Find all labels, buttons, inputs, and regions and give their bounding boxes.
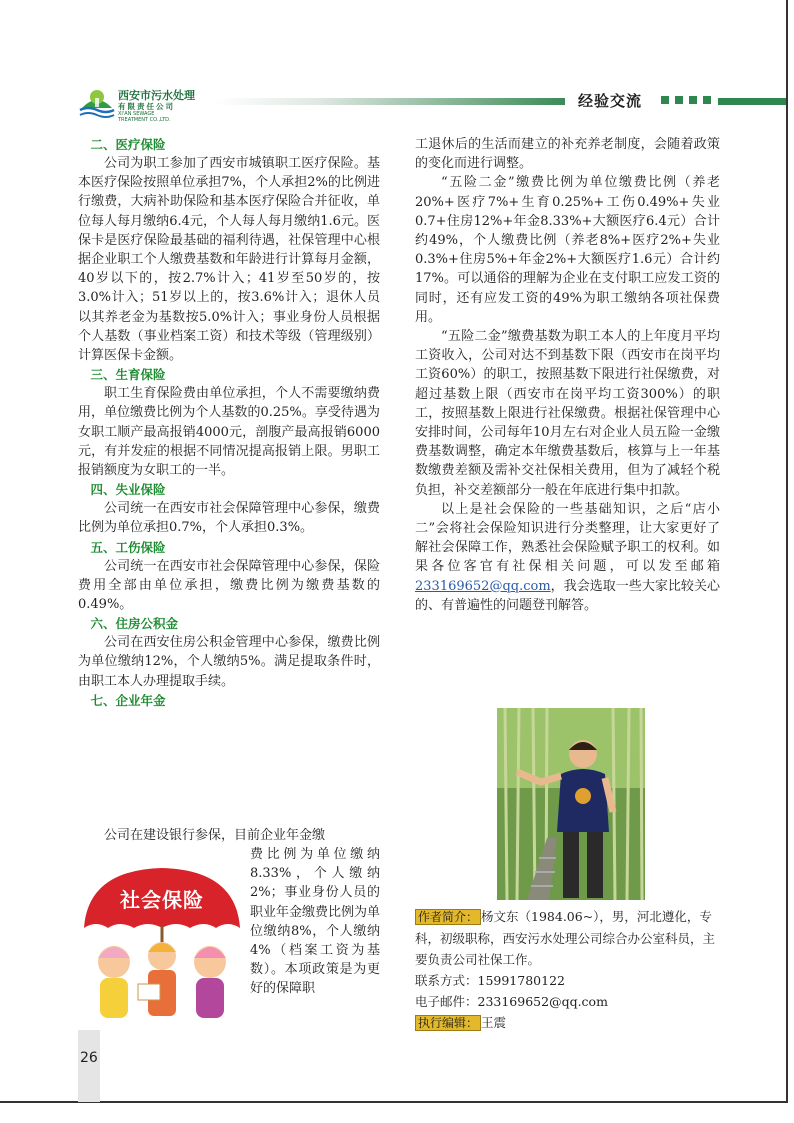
email-link[interactable]: 233169652@qq.com	[415, 578, 551, 594]
paragraph-closing	[415, 500, 720, 615]
author-intro	[415, 906, 723, 970]
left-column	[78, 135, 380, 710]
author-email: 电子邮件：233169652@qq.com	[415, 994, 608, 1009]
paragraph-housing-fund: 公司在西安住房公积金管理中心参保，缴费比例为单位缴纳12%，个人缴纳5%。满足提取条件时，由职工本人办理提取手续。	[78, 635, 380, 689]
company-logo	[78, 86, 213, 126]
paragraph-unemployment-insurance: 公司统一在西安市社会保障管理中心参保，缴费比例为单位承担0.7%，个人承担0.3%。	[78, 501, 380, 536]
header-right-bar	[718, 98, 786, 105]
author-photo-image	[497, 708, 645, 900]
author-contact: 联系方式：15991780122	[415, 973, 565, 988]
illustration-title: 社会保险	[120, 888, 204, 912]
logo-english-name: XI'AN SEWAGE TREATMENT CO.,LTD.	[118, 111, 171, 123]
author-intro-label: 作者简介：	[415, 909, 481, 925]
author-info	[415, 906, 723, 1034]
paragraph-contribution-base: “五险二金”缴费基数为职工本人的上年度月平均工资收入，公司对达不到基数下限（西安市在岗平均工资60%）的职工，按照基数下限进行社保缴费，对超过基数上限（西安市在岗平均工资300%）的职工，按照基数上限进行社保缴费。根据社保管理中心安排时间，公司每年10月左右对企业人员五险一金缴费基数调整，确定本年缴费基数后，核算与上一年基数缴费差额及需补交社保相关费用，但为了减轻个税负担，补交差额部分一般在年底进行集中扣款。	[415, 329, 720, 498]
author-photo	[497, 708, 645, 900]
paragraph-contribution-ratio: “五险二金”缴费比例为单位缴费比例（养老20%+医疗7%+生育0.25%+工伤0.49%+失业0.7+住房12%+年金8.33%+大额医疗6.4元）合计约49%，个人缴费比例（养老8%+医疗2%+失业0.3%+住房5%+年金2%+大额医疗1.6元）合计约17%。可以通俗的理解为企业在支付职工应发工资的同时，还有应发工资的49%为职工缴纳各项社保费用。	[415, 175, 720, 325]
logo-company-suffix: 有限责任公司	[118, 102, 175, 111]
closing-text-end: ，我会选取一些大家比较关心的、有普遍性的问题登刊解答。	[415, 578, 720, 613]
heading-medical-insurance: 二、医疗保险	[90, 137, 166, 152]
paragraph-maternity-insurance: 职工生育保险费由单位承担，个人不需要缴纳费用，单位缴费比例为个人基数的0.25%。享受待遇为女职工顺产最高报销4000元，剖腹产最高报销6000元，有并发症的根据不同情况提高报销上限。男职工报销额度为女职工的一半。	[78, 386, 380, 479]
editor-name: 王震	[481, 1015, 507, 1030]
heading-housing-fund: 六、住房公积金	[90, 616, 179, 632]
header-square-4	[703, 96, 711, 104]
header-square-3	[689, 96, 697, 104]
social-insurance-illustration	[78, 866, 246, 1022]
section-title: 经验交流	[578, 92, 643, 110]
header-square-2	[675, 96, 683, 104]
heading-maternity-insurance: 三、生育保险	[90, 367, 166, 383]
heading-enterprise-annuity: 七、企业年金	[90, 692, 166, 708]
heading-injury-insurance: 五、工伤保险	[90, 539, 166, 555]
logo-company-name: 西安市污水处理	[118, 89, 195, 102]
closing-text-start: 以上是社会保险的一些基础知识，之后“店小二”会将社会保险知识进行分类整理，让大家更好了解社会保障工作，熟悉社会保险赋予职工的权利。如果各位客官有社保相关问题，可以发至邮箱	[415, 501, 720, 575]
page-number-strip	[78, 1030, 100, 1102]
author-intro-text: 杨文东（1984.06~），男，河北遵化，专科，初级职称，西安污水处理公司综合办公室科员，主要负责公司社保工作。	[415, 909, 716, 967]
right-column	[415, 135, 720, 615]
paragraph-enterprise-annuity-wrap: 费比例为单位缴纳8.33%，个人缴纳2%；事业身份人员的职业年金缴费比例为单位缴纳8%，个人缴纳4%（档案工资为基数）。本项政策是为更好的保障职	[250, 847, 381, 997]
paragraph-annuity-continued: 工退休后的生活而建立的补充养老制度，会随着政策的变化而进行调整。	[415, 137, 720, 172]
paragraph-medical-insurance: 公司为职工参加了西安市城镇职工医疗保险。基本医疗保险按照单位承担7%，个人承担2%的比例进行缴费，大病补助保险和基本医疗保险合并征收，单位每人每月缴纳6.4元，个人每人每月缴纳1.6元。医保卡是医疗保险最基础的福利待遇，社保管理中心根据企业职工个人缴费基数和年龄进行计算每月金额，40岁以下的，按2.7%计入；41岁至50岁的，按3.0%计入；51岁以上的，按3.6%计入；退休人员以其养老金为基数按5.0%计入；事业身份人员根据个人基数（事业档案工资）和技术等级（管理级别）计算医保卡金额。	[78, 156, 380, 364]
heading-unemployment-insurance: 四、失业保险	[90, 482, 166, 498]
editor-label: 执行编辑：	[415, 1015, 481, 1031]
logo-emblem-icon	[78, 86, 116, 120]
paragraph-enterprise-annuity-start: 公司在建设银行参保，目前企业年金缴	[104, 828, 326, 843]
header-square-1	[661, 96, 669, 104]
page-number: 26	[80, 1050, 98, 1066]
editor-line	[415, 1012, 723, 1034]
header-gradient-bar	[215, 98, 565, 105]
paragraph-injury-insurance: 公司统一在西安市社会保障管理中心参保，保险费用全部由单位承担，缴费比例为缴费基数的0.49%。	[78, 558, 380, 613]
